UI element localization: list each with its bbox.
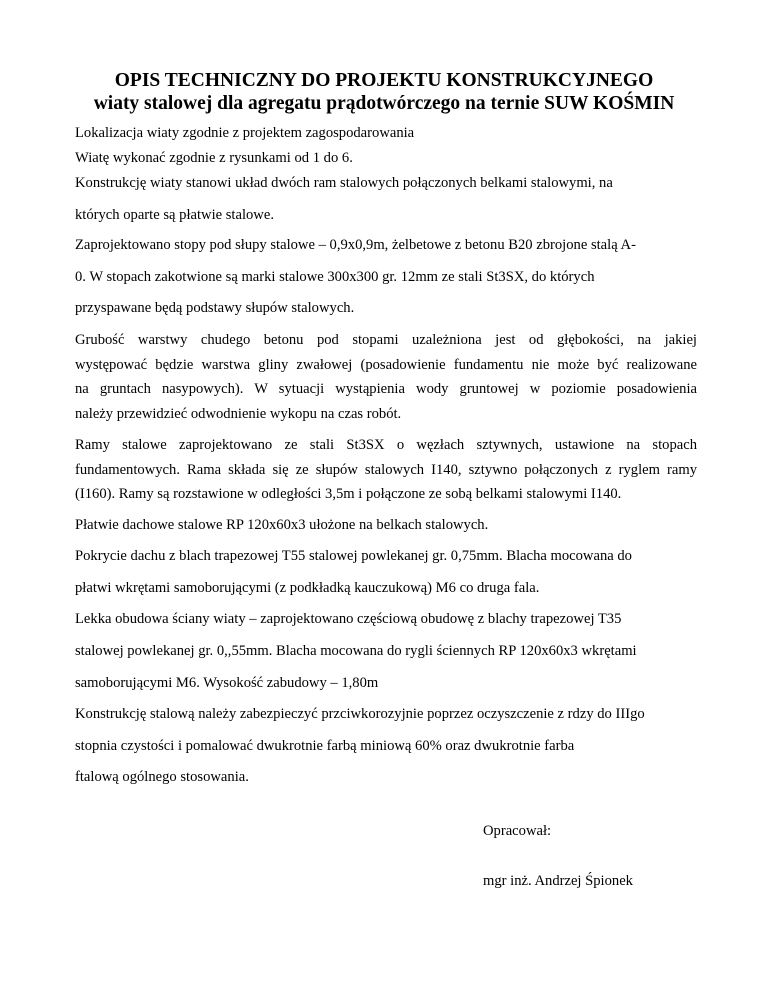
document-title-line-2: wiaty stalowej dla agregatu prądotwórczego na ternie SUW KOŚMIN xyxy=(93,93,675,114)
paragraph-frames-line: fundamentowych. Rama składa się ze słupów stalowych I140, sztywno połączonych z ryglem ramy xyxy=(75,462,697,478)
paragraph-drawings: Wiatę wykonać zgodnie z rysunkami od 1 do 6. xyxy=(75,150,353,166)
paragraph-footings-line: 0. W stopach zakotwione są marki stalowe 300x300 gr. 12mm ze stali St3SX, do których xyxy=(75,269,595,285)
paragraph-concrete-line: występować będzie warstwa gliny zwałowej (posadowienie fundamentu nie może być realizowane xyxy=(75,357,697,373)
paragraph-concrete-line: na gruntach nasypowych). W sytuacji wystąpienia wody gruntowej w poziomie posadowienia xyxy=(75,381,697,397)
paragraph-roofing-line: płatwi wkrętami samoborującymi (z podkładką kauczukową) M6 co druga fala. xyxy=(75,580,540,596)
paragraph-concrete-line: należy przewidzieć odwodnienie wykopu na czas robót. xyxy=(75,406,402,422)
signature-name: mgr inż. Andrzej Śpionek xyxy=(483,873,633,889)
paragraph-cladding-line: stalowej powlekanej gr. 0,,55mm. Blacha mocowana do rygli ściennych RP 120x60x3 wkrętami xyxy=(75,643,637,659)
paragraph-frames-line: (I160). Ramy są rozstawione w odległości 3,5m i połączone ze sobą belkami stalowymi I140. xyxy=(75,486,622,502)
paragraph-footings-line: przyspawane będą podstawy słupów stalowych. xyxy=(75,300,355,316)
paragraph-purlins: Płatwie dachowe stalowe RP 120x60x3 ułożone na belkach stalowych. xyxy=(75,517,489,533)
paragraph-roofing-line: Pokrycie dachu z blach trapezowej T55 stalowej powlekanej gr. 0,75mm. Blacha mocowana do xyxy=(75,548,632,564)
paragraph-protection-line: Konstrukcję stalową należy zabezpieczyć przciwkorozyjnie poprzez oczyszczenie z rdzy do IIIgo xyxy=(75,706,645,722)
paragraph-cladding-line: samoborującymi M6. Wysokość zabudowy – 1,80m xyxy=(75,675,379,691)
paragraph-protection-line: stopnia czystości i pomalować dwukrotnie farbą miniową 60% oraz dwukrotnie farba xyxy=(75,738,575,754)
paragraph-concrete-line: Grubość warstwy chudego betonu pod stopami uzależniona jest od głębokości, na jakiej xyxy=(75,332,697,348)
paragraph-protection-line: ftalową ogólnego stosowania. xyxy=(75,769,249,785)
signature-label: Opracował: xyxy=(483,823,552,839)
paragraph-frames-line: Ramy stalowe zaprojektowano ze stali St3SX o węzłach sztywnych, ustawione na stopach xyxy=(75,437,697,453)
paragraph-location: Lokalizacja wiaty zgodnie z projektem zagospodarowania xyxy=(75,125,415,141)
paragraph-structure-line: Konstrukcję wiaty stanowi układ dwóch ram stalowych połączonych belkami stalowymi, na xyxy=(75,175,613,191)
paragraph-cladding-line: Lekka obudowa ściany wiaty – zaprojektowano częściową obudowę z blachy trapezowej T35 xyxy=(75,611,622,627)
paragraph-footings-line: Zaprojektowano stopy pod słupy stalowe – 0,9x0,9m, żelbetowe z betonu B20 zbrojone stalą A- xyxy=(75,237,636,253)
document-title-line-1: OPIS TECHNICZNY DO PROJEKTU KONSTRUKCYJNEGO xyxy=(114,70,654,91)
paragraph-structure-line: których oparte są płatwie stalowe. xyxy=(75,207,274,223)
